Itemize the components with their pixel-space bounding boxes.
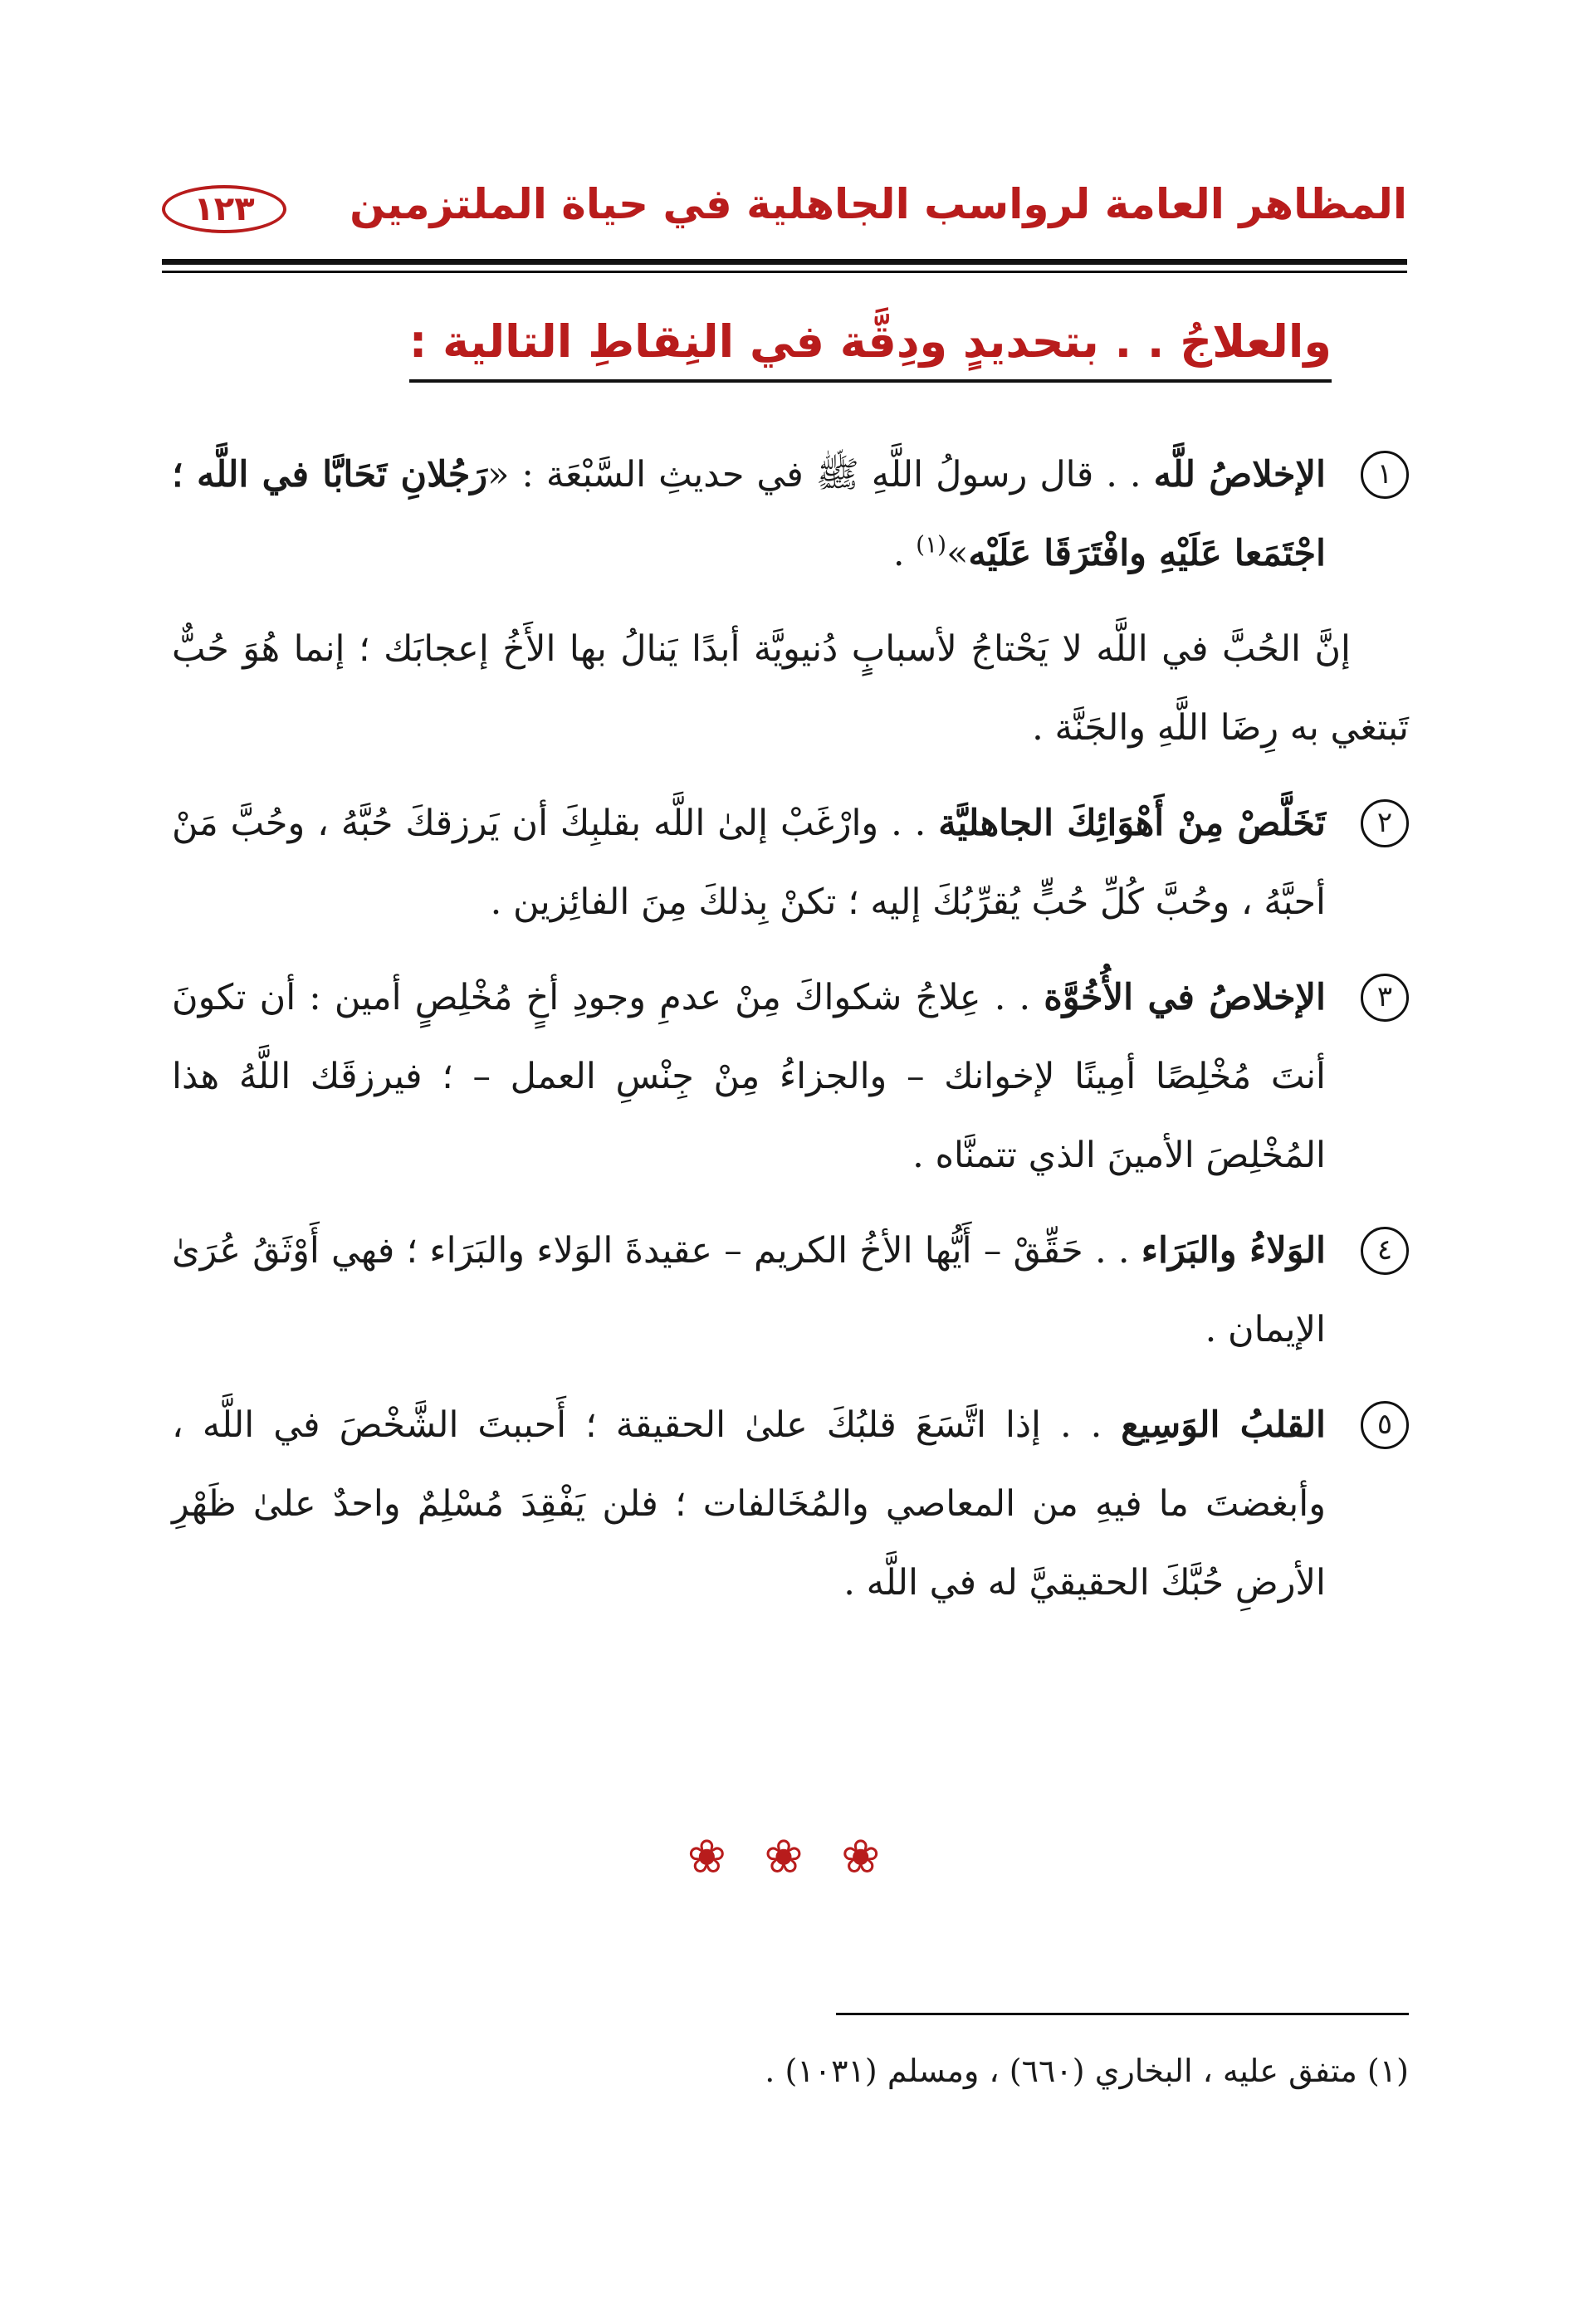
item-title: الإخلاصُ في الأُخُوَّة xyxy=(1044,977,1326,1018)
item-title: القلبُ الوَسِيع xyxy=(1121,1404,1326,1446)
paragraph: إنَّ الحُبَّ في اللَّه لا يَحْتاجُ لأسبابٍ دُنيويَّة أبدًا يَنالُ بها الأَخُ إعجابَك ؛ إنما هُوَ حُبٌّ تَبتغي به رِضَا اللَّهِ والجَنَّة . xyxy=(172,628,1409,749)
header-rule-thin xyxy=(162,271,1407,273)
list-item xyxy=(172,784,1409,942)
list-item xyxy=(172,959,1409,1195)
item-number: ٣ xyxy=(1361,974,1409,1022)
item-title: تَخَلَّصْ مِنْ أَهْوَائِكَ الجاهليَّة xyxy=(938,803,1326,844)
item-text: . . عِلاجُ شكواكَ مِنْ عدمِ وجودِ أخٍ مُخْلِصٍ أمين : أن تكونَ أنتَ مُخْلِصًا أمِينًا لإخوانك – والجزاءُ مِنْ جِنْسِ العمل – ؛ فيرزقَك اللَّهُ هذا المُخْلِصَ الأمينَ الذي تتمنَّاه . xyxy=(172,977,1326,1176)
header-rule-thick xyxy=(162,259,1407,265)
item-number: ٢ xyxy=(1361,799,1409,847)
list-item xyxy=(172,1386,1409,1623)
item-number: ١ xyxy=(1361,451,1409,499)
list-item xyxy=(172,1212,1409,1370)
page-number: ١٢٣ xyxy=(162,185,286,233)
running-title: المظاهر العامة لرواسب الجاهلية في حياة الملتزمين xyxy=(350,180,1407,228)
item-text: . . إذا اتَّسَعَ قلبُكَ علىٰ الحقيقة ؛ أَحببتَ الشَّخْصَ في اللَّه ، وأبغضتَ ما فيهِ من المعاصي والمُخَالفات ؛ فلن يَفْقِدَ مُسْلِمٌ واحدٌ علىٰ ظَهْرِ الأرضِ حُبَّكَ الحقيقيَّ له في اللَّه . xyxy=(172,1404,1326,1604)
footnote-ref: (١) xyxy=(916,530,947,559)
page-header xyxy=(162,170,1407,253)
ornament-icon: ❀ ❀ ❀ xyxy=(687,1830,892,1884)
item-title: الإخلاصُ للَّه xyxy=(1153,454,1326,496)
footnote-rule xyxy=(836,2013,1409,2015)
item-text: . . وارْغَبْ إلىٰ اللَّه بقلبِكَ أن يَرزقكَ حُبَّهُ ، وحُبَّ مَنْ أحبَّهُ ، وحُبَّ كُلِّ حُبٍّ يُقرِّبُكَ إليه ؛ تكنْ بِذلكَ مِنَ الفائِزين . xyxy=(172,803,1326,923)
body-content xyxy=(172,436,1409,1639)
item-end: . xyxy=(892,533,917,574)
item-text: . . قال رسولُ اللَّهِ ﷺ في حديثِ السَّبْعَة : « xyxy=(487,454,1154,496)
list-item xyxy=(172,436,1409,593)
item-title: الوَلاءُ والبَرَاء xyxy=(1141,1230,1326,1272)
section-heading: والعلاجُ . . بتحديدٍ ودِقَّة في النِقاطِ التالية : xyxy=(409,315,1332,383)
hadith-quote: رَجُلانِ تَحَابَّا في اللَّه ؛ اجْتَمَعا عَلَيْهِ وافْتَرَقَا عَلَيْه xyxy=(172,454,1326,574)
item-number: ٤ xyxy=(1361,1227,1409,1275)
item-number: ٥ xyxy=(1361,1401,1409,1449)
footnote: (١) متفق عليه ، البخاري (٦٦٠) ، ومسلم (١٠٣١) . xyxy=(765,2053,1409,2089)
quote-close: » xyxy=(946,533,969,574)
item-text: . . حَقِّقْ – أَيُّها الأخُ الكريم – عقيدةَ الوَلاء والبَرَاء ؛ فهي أَوْثَقُ عُرَىٰ الإيمان . xyxy=(172,1230,1326,1350)
